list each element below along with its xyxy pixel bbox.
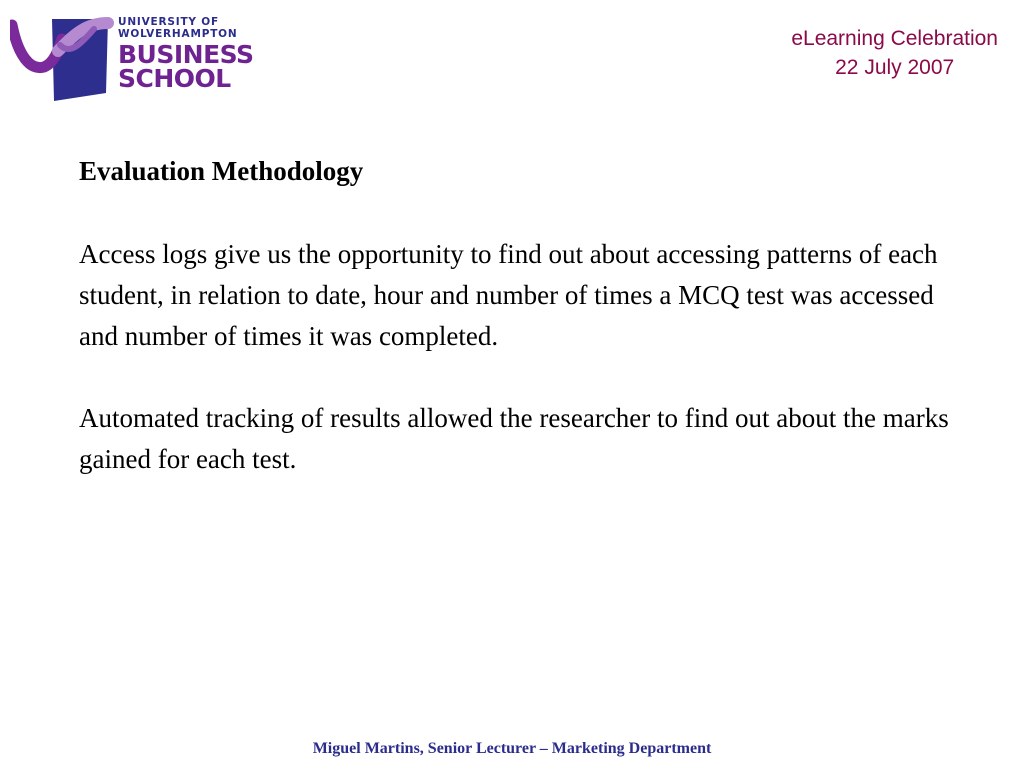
logo-business: BUSINESS: [118, 40, 254, 69]
event-date: 22 July 2007: [835, 56, 955, 79]
logo-wordmark: [118, 15, 254, 91]
event-name: eLearning Celebration: [791, 27, 998, 50]
logo-university-of: UNIVERSITY OF: [118, 16, 219, 28]
logo-wolverhampton: WOLVERHAMPTON: [118, 27, 238, 40]
logo-emblem-icon: [10, 15, 116, 101]
slide-body: [79, 234, 979, 480]
paragraph-access-logs: Access logs give us the opportunity to find out about accessing patterns of each student, in relation to date, hour and number of times a MCQ test was accessed and number of times it was completed.: [79, 239, 938, 351]
slide-title: Evaluation Methodology: [79, 156, 364, 186]
business-school-logo: [10, 15, 254, 101]
slide-footer: Miguel Martins, Senior Lecturer – Marketing Department: [312, 740, 712, 757]
paragraph-automated-tracking: Automated tracking of results allowed the researcher to find out about the marks gained for each test.: [79, 403, 949, 474]
event-header: [791, 24, 998, 82]
logo-school: SCHOOL: [118, 64, 231, 93]
